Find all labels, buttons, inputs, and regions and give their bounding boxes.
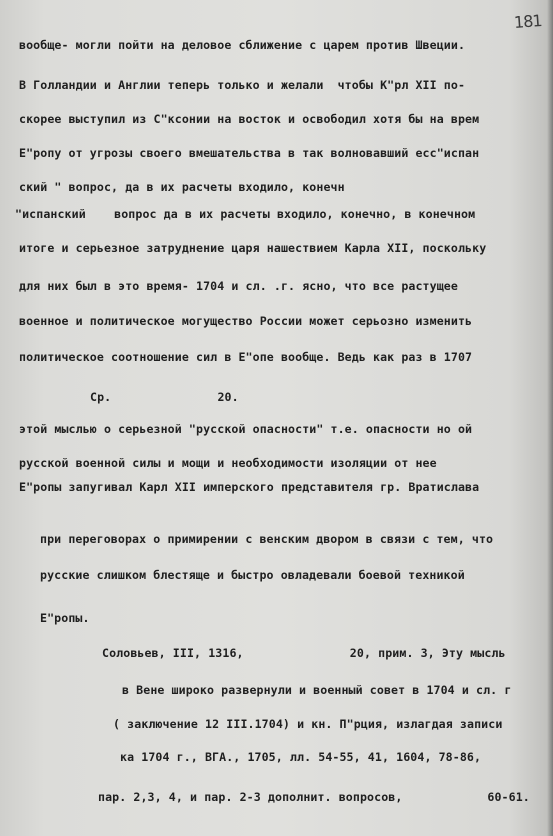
- page-number: 181: [513, 11, 543, 32]
- text-line: в Вене широко развернули и военный совет в 1704 и сл. г: [122, 683, 512, 697]
- text-line: политическое соотношение сил в Е"опе вообще. Ведь как раз в 1707: [19, 350, 473, 364]
- text-line: пар. 2,3, 4, и пар. 2-3 дополнит. вопросов, 60-61.: [98, 790, 530, 804]
- text-line: русской военной силы и мощи и необходимости изоляции от нее: [19, 456, 437, 470]
- text-line: ский " вопрос, да в их расчеты входило, конечн: [19, 180, 345, 194]
- page-edge-shadow: [547, 0, 553, 836]
- text-line: Е"ропы запугивал Карл XII имперского представителя гр. Вратислава: [19, 480, 480, 494]
- text-line: этой мыслью о серьезной "русской опасности" т.е. опасности но ой: [19, 422, 473, 436]
- text-line: В Голландии и Англии теперь только и желали чтобы К"рл XII по-: [19, 78, 466, 92]
- text-line: Ср. 20.: [90, 390, 239, 404]
- text-line: "испанский вопрос да в их расчеты входило, конечно, в конечном: [15, 207, 476, 221]
- text-line: вообще- могли пойти на деловое сближение с царем против Швеции.: [19, 38, 466, 52]
- text-line: Е"ропы.: [40, 611, 90, 625]
- text-line: ( заключение 12 III.1704) и кн. П"рция, излагдая записи: [113, 717, 503, 731]
- text-line: итоге и серьезное затруднение царя нашествием Карла XII, поскольку: [19, 241, 487, 255]
- text-line: Е"ропу от угрозы своего вмешательства в так волновавший есс"испан: [19, 146, 480, 160]
- text-line: для них был в это время- 1704 и сл. .г. ясно, что все растущее: [19, 279, 458, 293]
- text-line: военное и политическое могущество России может серьозно изменить: [19, 314, 473, 328]
- text-line: русские слишком блестяще и быстро овладевали боевой техникой: [40, 568, 465, 582]
- text-line: Соловьев, III, 1316, 20, прим. 3, Эту мысль: [102, 646, 506, 660]
- text-line: ка 1704 г., ВГА., 1705, лл. 54-55, 41, 1604, 78-86,: [120, 750, 482, 764]
- text-line: скорее выступил из С"ксонии на восток и освободил хотя бы на врем: [19, 112, 480, 126]
- text-line: при переговорах о примирении с венским двором в связи с тем, что: [40, 532, 494, 546]
